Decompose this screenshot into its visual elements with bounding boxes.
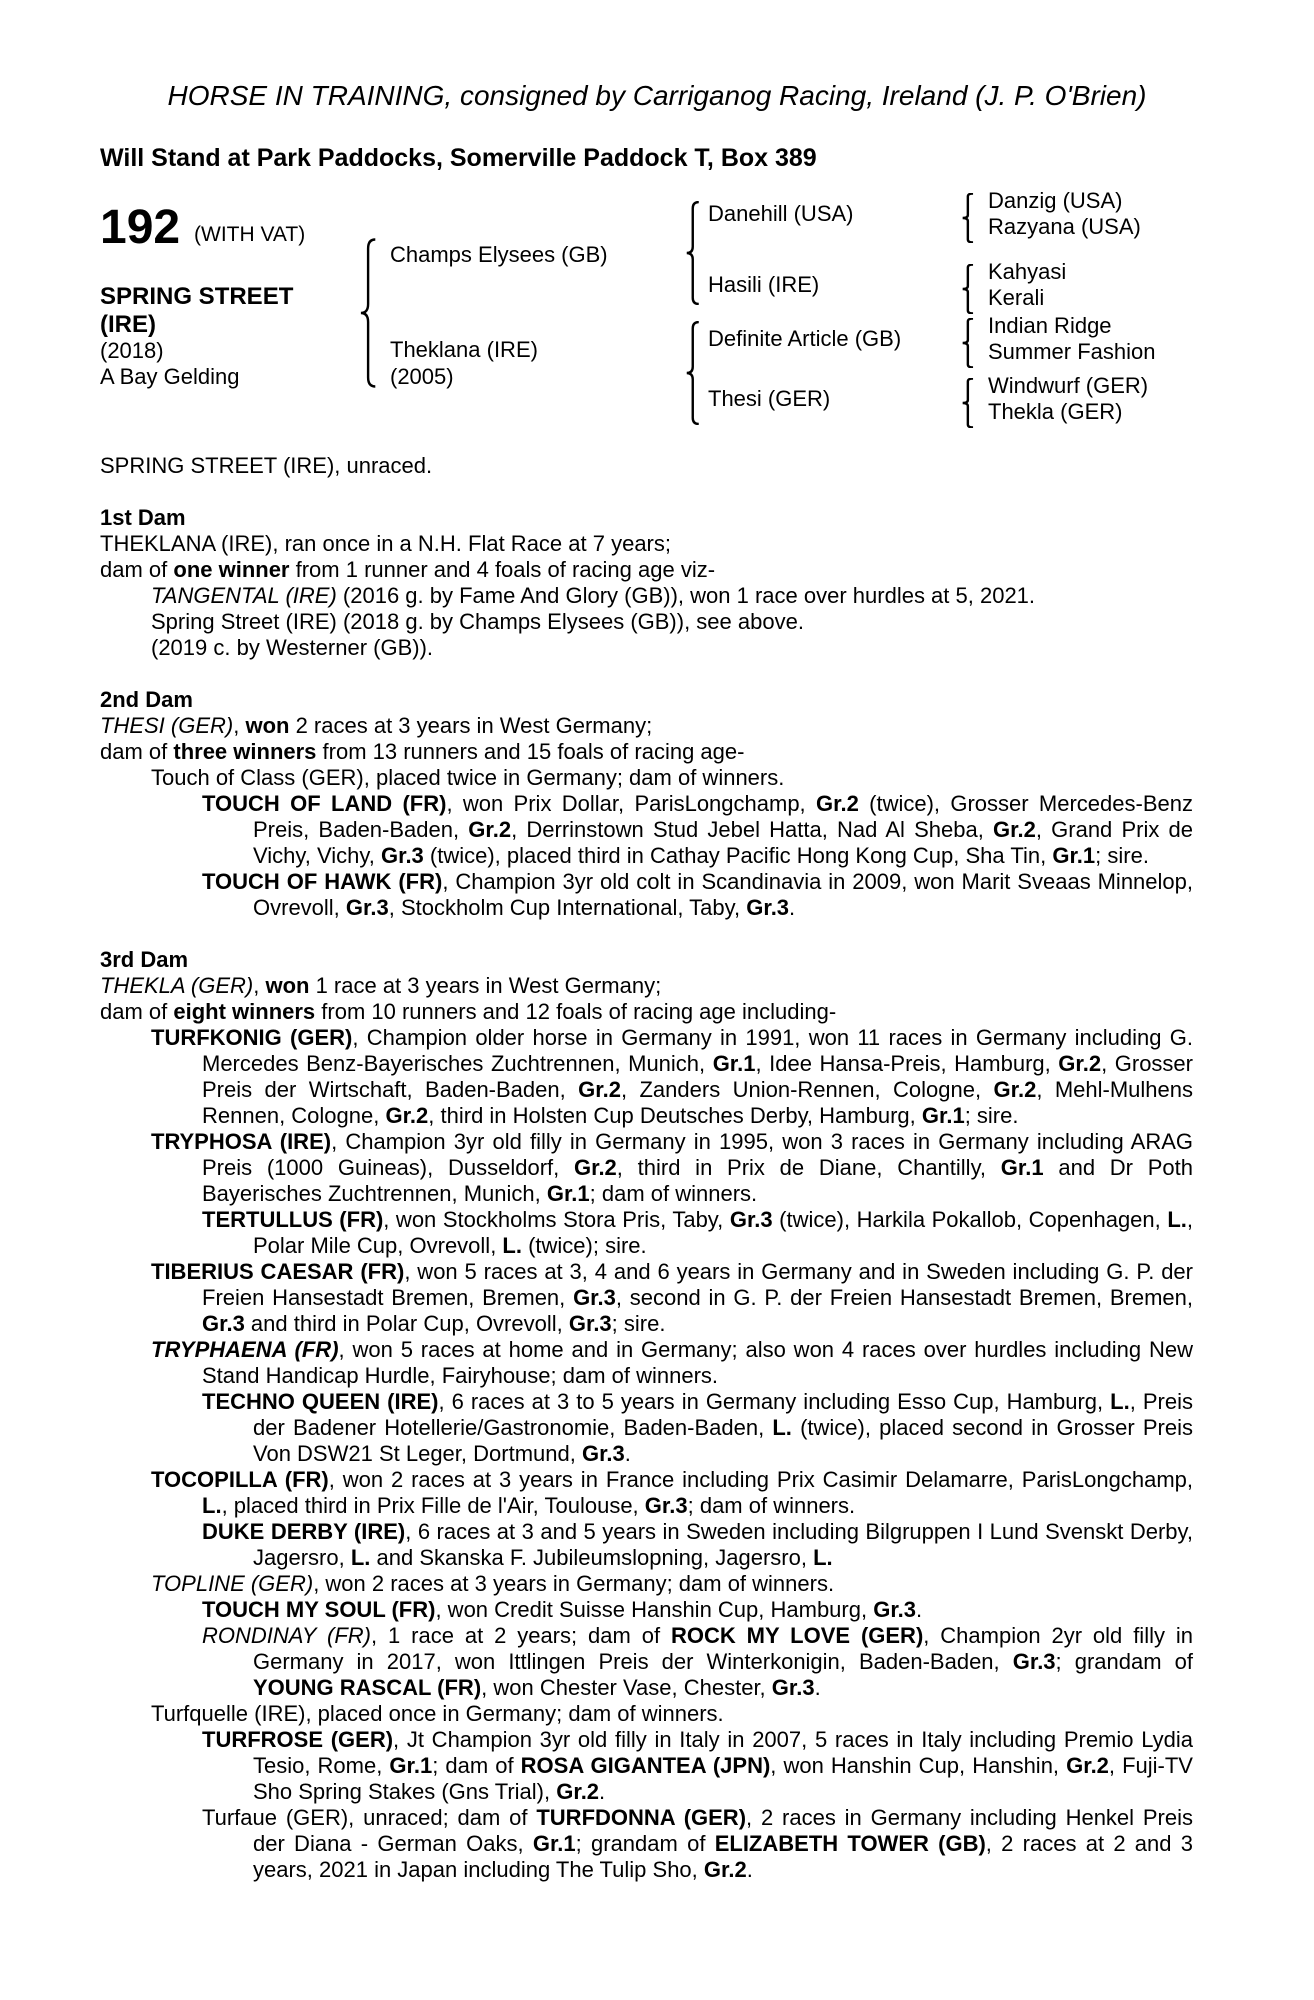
emphasised-text: Gr.1 xyxy=(712,1051,756,1076)
emphasised-text: TOCOPILLA (FR) xyxy=(151,1467,329,1492)
emphasised-text: Gr.3 xyxy=(771,1675,815,1700)
emphasised-text: TOUCH MY SOUL (FR) xyxy=(202,1597,436,1622)
produce-record: TRYPHOSA (IRE), Champion 3yr old filly in Germany in 1995, won 3 races in Germany including ARAG Preis (1000 Guineas), Dusseldorf, Gr.2, third in Prix de Diane, Chantilly, Gr.1 and Dr Poth Bayerisches Zuchtrennen, Munich, Gr.1; dam of winners. xyxy=(151,1129,1194,1206)
emphasised-text: L. xyxy=(1167,1207,1187,1232)
produce-record: dam of one winner from 1 runner and 4 foals of racing age viz- xyxy=(100,557,716,582)
emphasised-text: Gr.1 xyxy=(1052,843,1096,868)
emphasised-text: TECHNO QUEEN (IRE) xyxy=(202,1389,439,1414)
emphasised-text: TOPLINE (GER) xyxy=(151,1571,314,1596)
pedigree-brace-gg4 xyxy=(962,378,975,428)
produce-record: TOCOPILLA (FR), won 2 races at 3 years in France including Prix Casimir Delamarre, ParisLongchamp, L., placed third in Prix Fille de l'Air, Toulouse, Gr.3; dam of winners. xyxy=(151,1467,1193,1518)
horse-foaling-year: (2018) xyxy=(100,338,164,363)
emphasised-text: Gr.2 xyxy=(703,1857,747,1882)
emphasised-text: TRYPHAENA (FR) xyxy=(151,1337,339,1362)
dam-sections xyxy=(100,505,1193,1883)
produce-record: Turfaue (GER), unraced; dam of TURFDONNA (GER), 2 races in Germany including Henkel Preis der Diana - German Oaks, Gr.1; grandam of ELIZABETH TOWER (GB), 2 races at 2 and 3 years, 2021 in Japan including The Tulip Sho, Gr.2. xyxy=(202,1805,1194,1882)
emphasised-text: L. xyxy=(202,1493,222,1518)
emphasised-text: Gr.2 xyxy=(1058,1051,1102,1076)
grandsire-of-sire: Danehill (USA) xyxy=(708,201,854,226)
emphasised-text: Gr.3 xyxy=(573,1285,616,1310)
emphasised-text: THESI (GER) xyxy=(100,713,234,738)
produce-record: TECHNO QUEEN (IRE), 6 races at 3 to 5 years in Germany including Esso Cup, Hamburg, L., Preis der Badener Hotellerie/Gastronomie, Baden-Baden, L. (twice), placed second in Grosser Preis Von DSW21 St Leger, Dortmund, Gr.3. xyxy=(202,1389,1193,1466)
produce-record: Touch of Class (GER), placed twice in Germany; dam of winners. xyxy=(151,765,785,790)
emphasised-text: TURFKONIG (GER) xyxy=(151,1025,353,1050)
emphasised-text: Gr.3 xyxy=(568,1311,612,1336)
emphasised-text: eight winners xyxy=(173,999,316,1024)
produce-record: THEKLANA (IRE), ran once in a N.H. Flat Race at 7 years; xyxy=(100,531,671,556)
emphasised-text: YOUNG RASCAL (FR) xyxy=(253,1675,482,1700)
emphasised-text: Gr.2 xyxy=(468,817,512,842)
emphasised-text: TURFROSE (GER) xyxy=(202,1727,394,1752)
produce-record: TANGENTAL (IRE) (2016 g. by Fame And Glory (GB)), won 1 race over hurdles at 5, 2021. xyxy=(151,583,1036,608)
great-grandparent-1: Danzig (USA) xyxy=(988,188,1123,213)
produce-record: Turfquelle (IRE), placed once in Germany; dam of winners. xyxy=(151,1701,724,1726)
great-grandparent-7: Windwurf (GER) xyxy=(988,373,1149,398)
horse-name-line2: (IRE) xyxy=(100,311,156,338)
horse-description: A Bay Gelding xyxy=(100,364,240,389)
emphasised-text: THEKLA (GER) xyxy=(100,973,254,998)
horse-name-line1: SPRING STREET xyxy=(100,283,294,310)
emphasised-text: Gr.1 xyxy=(921,1103,965,1128)
vat-note: (WITH VAT) xyxy=(194,223,306,246)
emphasised-text: Gr.3 xyxy=(202,1311,245,1336)
great-grandparent-2: Razyana (USA) xyxy=(988,214,1141,239)
emphasised-text: L. xyxy=(772,1415,792,1440)
produce-record: TOUCH OF HAWK (FR), Champion 3yr old colt in Scandinavia in 2009, won Marit Sveaas Minnelop, Ovrevoll, Gr.3, Stockholm Cup International, Taby, Gr.3. xyxy=(202,869,1193,920)
pedigree-brace-gg2 xyxy=(962,264,975,314)
emphasised-text: DUKE DERBY (IRE) xyxy=(202,1519,406,1544)
emphasised-text: RONDINAY (FR) xyxy=(202,1623,371,1648)
lot-number: 192 xyxy=(100,201,181,254)
catalogue-body xyxy=(100,453,1193,1883)
produce-record: dam of three winners from 13 runners and 15 foals of racing age- xyxy=(100,739,745,764)
emphasised-text: Gr.1 xyxy=(389,1753,433,1778)
great-grandparent-8: Thekla (GER) xyxy=(988,399,1123,424)
emphasised-text: L. xyxy=(350,1545,371,1570)
dam-section-title: 1st Dam xyxy=(100,505,186,530)
produce-record: THESI (GER), won 2 races at 3 years in West Germany; xyxy=(100,713,653,738)
produce-record: THEKLA (GER), won 1 race at 3 years in West Germany; xyxy=(100,973,662,998)
emphasised-text: Gr.1 xyxy=(1000,1155,1044,1180)
emphasised-text: Gr.2 xyxy=(385,1103,429,1128)
dam-section-title: 3rd Dam xyxy=(100,947,189,972)
produce-record: TURFROSE (GER), Jt Champion 3yr old filly in Italy in 2007, 5 races in Italy including Premio Lydia Tesio, Rome, Gr.1; dam of ROSA GIGANTEA (JPN), won Hanshin Cup, Hanshin, Gr.2, Fuji-TV Sho Spring Stakes (Gns Trial), Gr.2. xyxy=(202,1727,1193,1804)
produce-record: (2019 c. by Westerner (GB)). xyxy=(151,635,434,660)
emphasised-text: Gr.3 xyxy=(345,895,389,920)
pedigree-brace-gg3 xyxy=(962,318,975,368)
emphasised-text: L. xyxy=(813,1545,833,1570)
emphasised-text: Gr.2 xyxy=(556,1779,600,1804)
emphasised-text: Gr.3 xyxy=(729,1207,773,1232)
produce-record: dam of eight winners from 10 runners and 12 foals of racing age including- xyxy=(100,999,837,1024)
great-grandparent-6: Summer Fashion xyxy=(988,339,1156,364)
produce-record: TOPLINE (GER), won 2 races at 3 years in Germany; dam of winners. xyxy=(151,1571,835,1596)
emphasised-text: Gr.1 xyxy=(546,1181,590,1206)
produce-record: Spring Street (IRE) (2018 g. by Champs Elysees (GB)), see above. xyxy=(151,609,804,634)
emphasised-text: Gr.2 xyxy=(993,1077,1037,1102)
emphasised-text: Gr.2 xyxy=(573,1155,617,1180)
pedigree-brace-main xyxy=(360,238,378,388)
emphasised-text: three winners xyxy=(173,739,317,764)
emphasised-text: L. xyxy=(1110,1389,1130,1414)
great-grandparent-5: Indian Ridge xyxy=(988,313,1112,338)
pedigree-brace-dam xyxy=(686,321,701,425)
produce-record: TURFKONIG (GER), Champion older horse in Germany in 1991, won 11 races in Germany including G. Mercedes Benz-Bayerisches Zuchtrennen, Munich, Gr.1, Idee Hansa-Preis, Hamburg, Gr.2, Grosser Preis der Wirtschaft, Baden-Baden, Gr.2, Zanders Union-Rennen, Cologne, Gr.2, Mehl-Mulhens Rennen, Cologne, Gr.2, third in Holsten Cup Deutsches Derby, Hamburg, Gr.1; sire. xyxy=(151,1025,1194,1128)
emphasised-text: Gr.2 xyxy=(816,791,859,816)
emphasised-text: one winner xyxy=(173,557,290,582)
emphasised-text: Gr.3 xyxy=(873,1597,917,1622)
produce-record: TERTULLUS (FR), won Stockholms Stora Pris, Taby, Gr.3 (twice), Harkila Pokallob, Copenhagen, L., Polar Mile Cup, Ovrevoll, L. (twice); sire. xyxy=(202,1207,1193,1258)
emphasised-text: Gr.3 xyxy=(380,843,424,868)
emphasised-text: Gr.2 xyxy=(578,1077,621,1102)
produce-record: RONDINAY (FR), 1 race at 2 years; dam of ROCK MY LOVE (GER), Champion 2yr old filly in Germany in 2017, won Ittlingen Preis der Winterkonigin, Baden-Baden, Gr.3; grandam of YOUNG RASCAL (FR), won Chester Vase, Chester, Gr.3. xyxy=(202,1623,1193,1700)
emphasised-text: Gr.3 xyxy=(581,1441,625,1466)
emphasised-text: Gr.2 xyxy=(1066,1753,1109,1778)
grandsire-of-dam: Definite Article (GB) xyxy=(708,326,902,351)
emphasised-text: TERTULLUS (FR) xyxy=(202,1207,384,1232)
pedigree-brace-gg1 xyxy=(962,193,975,243)
produce-record: DUKE DERBY (IRE), 6 races at 3 and 5 years in Sweden including Bilgruppen I Lund Svenskt Derby, Jagersro, L. and Skanska F. Jubileumslopning, Jagersro, L. xyxy=(202,1519,1193,1570)
emphasised-text: TRYPHOSA (IRE) xyxy=(151,1129,332,1154)
emphasised-text: won xyxy=(245,713,290,738)
produce-record: TOUCH OF LAND (FR), won Prix Dollar, ParisLongchamp, Gr.2 (twice), Grosser Mercedes-Benz Preis, Baden-Baden, Gr.2, Derrinstown Stud Jebel Hatta, Nad Al Sheba, Gr.2, Grand Prix de Vichy, Vichy, Gr.3 (twice), placed third in Cathay Pacific Hong Kong Cup, Sha Tin, Gr.1; sire. xyxy=(202,791,1194,868)
granddam-of-sire: Hasili (IRE) xyxy=(708,272,820,297)
emphasised-text: Gr.2 xyxy=(993,817,1036,842)
sire-name: Champs Elysees (GB) xyxy=(390,242,608,267)
emphasised-text: TOUCH OF LAND (FR) xyxy=(202,791,447,816)
pedigree-brace-sire xyxy=(686,201,701,305)
produce-record: TRYPHAENA (FR), won 5 races at home and in Germany; also won 4 races over hurdles including New Stand Handicap Hurdle, Fairyhouse; dam of winners. xyxy=(151,1337,1193,1388)
great-grandparent-3: Kahyasi xyxy=(988,259,1067,284)
dam-section-title: 2nd Dam xyxy=(100,687,193,712)
stand-location-line: Will Stand at Park Paddocks, Somerville Paddock T, Box 389 xyxy=(100,144,817,172)
race-record-line: SPRING STREET (IRE), unraced. xyxy=(100,453,433,478)
emphasised-text: won xyxy=(265,973,310,998)
produce-record: TOUCH MY SOUL (FR), won Credit Suisse Hanshin Cup, Hamburg, Gr.3. xyxy=(202,1597,923,1622)
emphasised-text: TOUCH OF HAWK (FR) xyxy=(202,869,443,894)
emphasised-text: TANGENTAL (IRE) xyxy=(151,583,337,608)
great-grandparent-4: Kerali xyxy=(988,285,1045,310)
emphasised-text: ROCK MY LOVE (GER) xyxy=(670,1623,924,1648)
dam-year: (2005) xyxy=(390,364,454,389)
produce-record: TIBERIUS CAESAR (FR), won 5 races at 3, 4 and 6 years in Germany and in Sweden including G. P. der Freien Hansestadt Bremen, Bremen, Gr.3, second in G. P. der Freien Hansestadt Bremen, Bremen, Gr.3 and third in Polar Cup, Ovrevoll, Gr.3; sire. xyxy=(151,1259,1193,1336)
emphasised-text: L. xyxy=(502,1233,522,1258)
emphasised-text: ROSA GIGANTEA (JPN) xyxy=(520,1753,771,1778)
emphasised-text: Gr.3 xyxy=(746,895,790,920)
emphasised-text: TIBERIUS CAESAR (FR) xyxy=(151,1259,405,1284)
emphasised-text: Gr.1 xyxy=(532,1831,576,1856)
granddam-of-dam: Thesi (GER) xyxy=(708,386,831,411)
emphasised-text: TURFDONNA (GER) xyxy=(536,1805,747,1830)
consignment-header: HORSE IN TRAINING, consigned by Carriganog Racing, Ireland (J. P. O'Brien) xyxy=(167,80,1147,111)
dam-name: Theklana (IRE) xyxy=(390,337,538,362)
emphasised-text: Gr.3 xyxy=(1012,1649,1056,1674)
emphasised-text: Gr.3 xyxy=(644,1493,688,1518)
emphasised-text: ELIZABETH TOWER (GB) xyxy=(714,1831,986,1856)
